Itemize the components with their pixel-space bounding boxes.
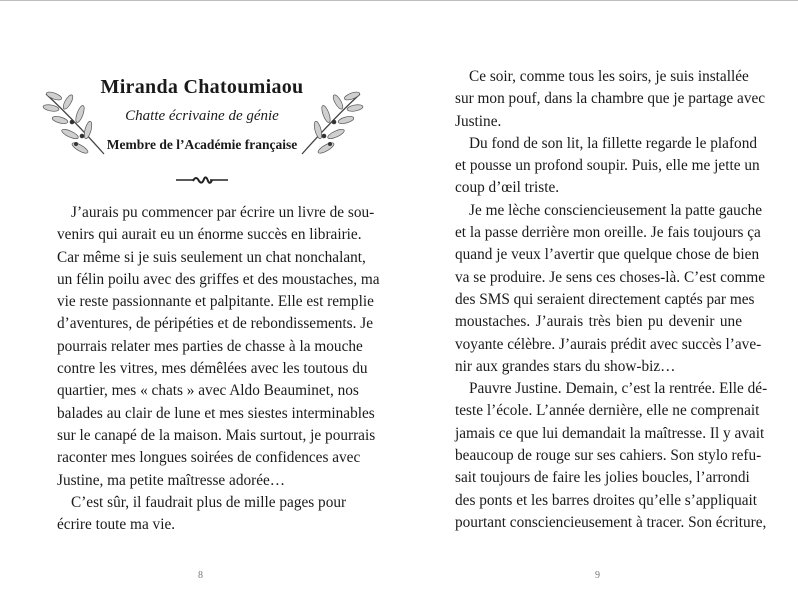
text-line: coup d’œil triste. [455, 179, 560, 197]
page-number-left: 8 [198, 570, 203, 581]
right-page [399, 0, 798, 601]
text-line: et la passe derrière mon oreille. Je fais toujours ça [455, 224, 761, 242]
text-line: sur mon pouf, dans la chambre que je partage avec [455, 90, 766, 108]
text-line: pourtant consciencieusement à tracer. Son écriture, [455, 513, 767, 531]
text-line: voyante célèbre. J’aurais prédit avec succès l’ave- [455, 335, 762, 353]
text-line: vie reste passionnante et palpitante. Elle est remplie [57, 293, 374, 311]
text-line: des ponts et les barres droites qu’elle s’appliquait [455, 491, 758, 509]
text-line: Car même si je suis seulement un chat nonchalant, [57, 248, 366, 266]
text-line: un félin poilu avec des griffes et des moustaches, ma [57, 270, 380, 288]
text-line: va se produire. Je sens ces choses-là. C’est comme [455, 268, 766, 286]
text-line: quand je veux l’avertir que quelque chose de bien [455, 246, 760, 264]
text-line: contre les vitres, mes démêlées avec les toutous du [57, 360, 368, 378]
text-line: Justine. [455, 112, 502, 130]
text-line: nir aux grandes stars du show-biz… [455, 357, 676, 375]
text-line: beaucoup de rouge sur ses cahiers. Son stylo refu- [455, 447, 762, 465]
author-subtitle: Chatte écrivaine de génie [125, 108, 279, 124]
author-title: Miranda Chatoumiaou [100, 76, 304, 98]
right-page-text [455, 66, 768, 534]
text-line: et pousse un profond soupir. Puis, elle me jette un [455, 157, 760, 175]
text-line: sur le canapé de la maison. Mais surtout, je pourrais [57, 426, 376, 444]
text-line: pourrais relater mes parties de chasse à la mouche [57, 337, 363, 355]
text-line: moustaches. J’aurais très bien pu devenir une [455, 313, 742, 331]
text-line: C’est sûr, il faudrait plus de mille pages pour [71, 493, 347, 511]
text-line: venirs qui aurait eu un énorme succès en librairie. [57, 226, 362, 244]
text-line: Pauvre Justine. Demain, c’est la rentrée. Elle dé- [469, 380, 768, 398]
laurel-branch-left-icon [42, 88, 108, 158]
ornament-flourish-icon [174, 173, 230, 187]
text-line: raconter mes longues soirées de confidences avec [57, 449, 361, 467]
author-membership: Membre de l’Académie française [106, 137, 298, 152]
text-line: quartier, mes « chats » avec Aldo Beauminet, nos [57, 382, 359, 400]
text-line: écrire toute ma vie. [57, 516, 176, 534]
left-page-text [57, 202, 380, 536]
text-line: Je me lèche consciencieusement la patte gauche [469, 201, 763, 219]
page-number-right: 9 [595, 570, 600, 581]
text-line: teste l’école. L’année dernière, elle ne comprenait [455, 402, 760, 420]
text-line: jamais ce que lui demandait la maîtresse. Il y avait [455, 424, 765, 442]
text-line: Ce soir, comme tous les soirs, je suis installée [469, 68, 749, 85]
text-line: sait toujours de faire les jolies boucles, l’arrondi [455, 469, 750, 487]
text-line: J’aurais pu commencer par écrire un livre de sou- [71, 204, 375, 221]
text-line: balades au clair de lune et mes siestes interminables [57, 404, 375, 422]
text-line: des SMS qui seraient directement captés par mes [455, 290, 755, 308]
laurel-branch-right-icon [298, 88, 364, 158]
text-line: Du fond de son lit, la fillette regarde le plafond [469, 134, 757, 152]
text-line: d’aventures, de péripéties et de rebondissements. Je [57, 315, 374, 333]
text-line: Justine, ma petite maîtresse adorée… [57, 471, 286, 489]
